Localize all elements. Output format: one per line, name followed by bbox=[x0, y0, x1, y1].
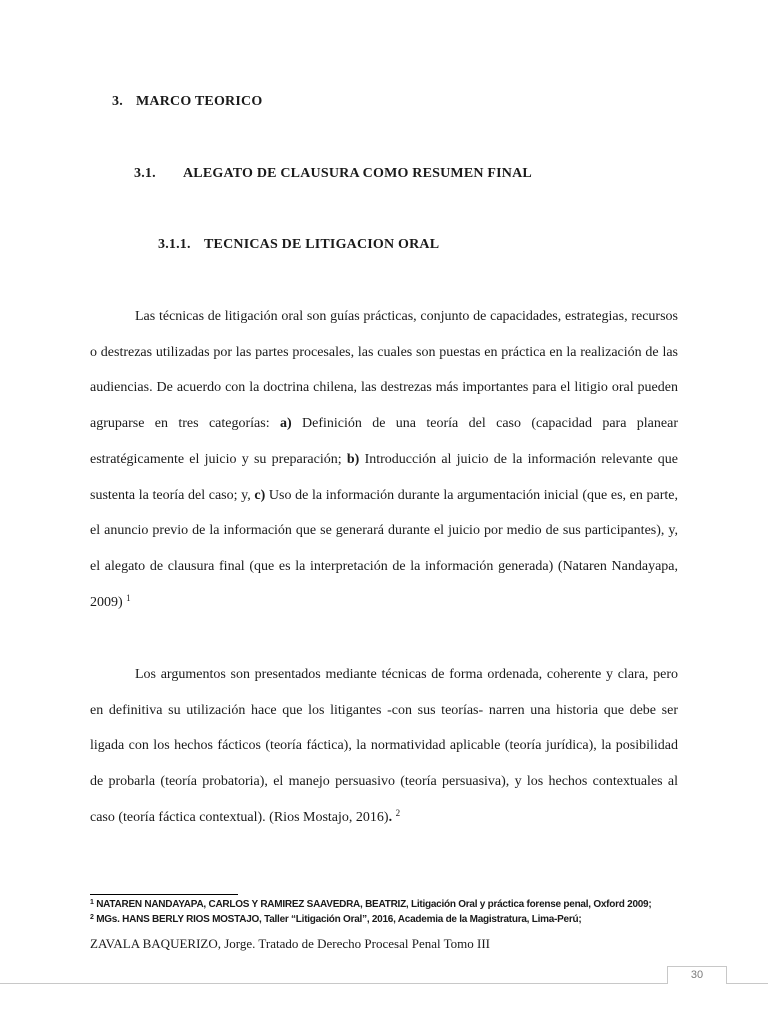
footnote-separator bbox=[90, 894, 238, 895]
footnote-number: 2 bbox=[90, 914, 94, 921]
section-number: 3.1.1. bbox=[158, 237, 191, 252]
reference-line: ZAVALA BAQUERIZO, Jorge. Tratado de Derecho Procesal Penal Tomo III bbox=[90, 936, 490, 951]
list-marker-c: c) bbox=[254, 487, 266, 503]
section-heading-3 bbox=[112, 94, 262, 110]
body-paragraph-2 bbox=[90, 657, 678, 836]
footnote-1 bbox=[90, 899, 690, 910]
footnote-text: NATAREN NANDAYAPA, CARLOS Y RAMIREZ SAAVEDRA, BEATRIZ, Litigación Oral y práctica forense penal, Oxford 2009; bbox=[96, 899, 652, 910]
paragraph-text: Introducción al juicio de la información relevante que sustenta la teoría del caso; y, bbox=[90, 451, 678, 503]
paragraph-text: Definición de una teoría del caso (capacidad para planear estratégicamente el juicio y su preparación; bbox=[90, 416, 678, 467]
paragraph-text: Uso de la información durante la argumentación inicial (que es, en parte, el anuncio previo de la información que se generará durante el juicio por medio de sus participantes), y, el alegato de clausura final (que es la interpretación de la información generada) (Nataren Nandayapa, 2009) bbox=[90, 487, 678, 610]
footnote-2 bbox=[90, 914, 690, 925]
page-number: 30 bbox=[690, 969, 704, 981]
footnote-reference-1[interactable]: 1 bbox=[126, 592, 131, 603]
body-paragraph-1 bbox=[90, 299, 678, 620]
page-footer-rule bbox=[0, 983, 768, 984]
section-number: 3. bbox=[112, 94, 123, 109]
section-title: TECNICAS DE LITIGACION ORAL bbox=[204, 237, 440, 252]
paragraph-text: Los argumentos son presentados mediante técnicas de forma ordenada, coherente y clara, pero en definitiva su utilización hace que los litigantes -con sus teorías- narren una historia que debe ser ligada con los hechos fácticos (teoría fáctica), la normatividad aplicable (teoría jurídica), la posibilidad de probarla (teoría probatoria), el manejo persuasivo (teoría persuasiva), y los hechos contextuales al caso (teoría fáctica contextual). (Rios Mostajo, 2016) bbox=[90, 667, 678, 825]
footnote-number: 1 bbox=[90, 899, 94, 906]
list-marker-b: b) bbox=[346, 451, 360, 467]
list-marker-a: a) bbox=[279, 416, 292, 432]
paragraph-text: Las técnicas de litigación oral son guías prácticas, conjunto de capacidades, estrategias, recursos o destrezas utilizadas por las partes procesales, las cuales son puestas en práctica en la realización de las audiencias. De acuerdo con la doctrina chilena, las destrezas más importantes para el litigio oral pueden agruparse en tres categorías: bbox=[90, 309, 678, 432]
section-number: 3.1. bbox=[134, 166, 156, 181]
paragraph-period: . bbox=[388, 809, 393, 825]
footnote-reference-2[interactable]: 2 bbox=[395, 807, 401, 818]
section-title: MARCO TEORICO bbox=[136, 94, 263, 109]
section-heading-3-1-1 bbox=[158, 237, 439, 253]
section-heading-3-1 bbox=[134, 166, 532, 182]
section-title: ALEGATO DE CLAUSURA COMO RESUMEN FINAL bbox=[183, 166, 532, 181]
footnote-text: MGs. HANS BERLY RIOS MOSTAJO, Taller “Litigación Oral”, 2016, Academia de la Magistratura, Lima-Perú; bbox=[96, 914, 582, 925]
